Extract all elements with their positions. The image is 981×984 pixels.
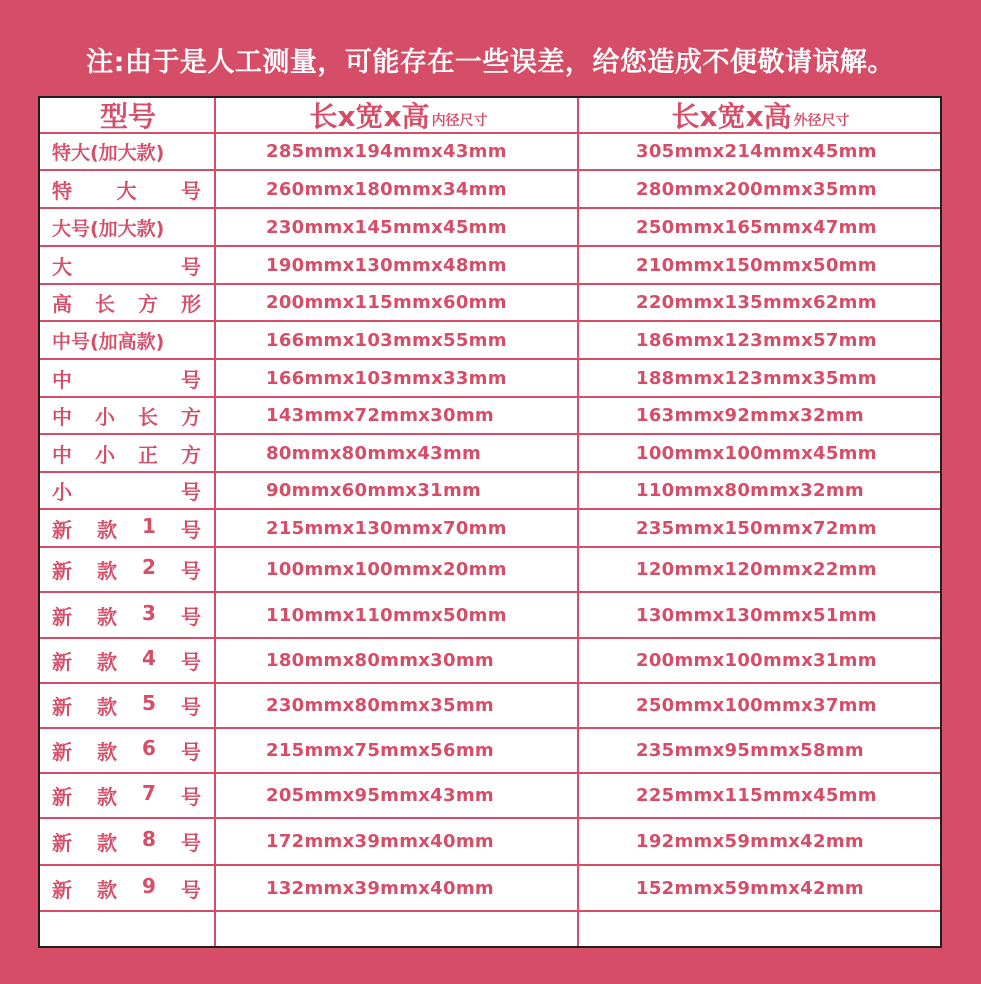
inner-size-value: 90mmx60mmx31mm (266, 480, 482, 501)
outer-size-cell (581, 209, 940, 245)
outer-size-cell (581, 247, 940, 283)
model-cell (40, 134, 216, 169)
inner-size-value: 215mmx75mmx56mm (266, 740, 494, 761)
model-cell (40, 435, 216, 471)
model-cell (40, 548, 216, 591)
outer-size-cell (581, 774, 940, 817)
inner-size-value: 260mmx180mmx34mm (266, 178, 507, 200)
outer-size-cell (581, 398, 940, 433)
model-cell (40, 473, 216, 508)
inner-size-value: 132mmx39mmx40mm (266, 877, 494, 899)
outer-size-cell (581, 684, 940, 727)
model-name: 新 款 9 号 (52, 873, 202, 902)
table-row (40, 774, 940, 819)
outer-size-cell (581, 322, 940, 358)
outer-size-cell (581, 435, 940, 471)
outer-size-value: 280mmx200mmx35mm (636, 178, 877, 200)
inner-size-value: 200mmx115mmx60mm (266, 292, 507, 313)
inner-size-cell (218, 322, 579, 358)
outer-size-value: 250mmx100mmx37mm (636, 695, 877, 716)
model-cell (40, 774, 216, 817)
model-cell (40, 819, 216, 864)
outer-size-value: 100mmx100mmx45mm (636, 442, 877, 464)
table-row (40, 247, 940, 285)
table-row (40, 819, 940, 866)
inner-size-value: 205mmx95mmx43mm (266, 785, 494, 806)
size-table (38, 96, 942, 948)
outer-size-value: 130mmx130mmx51mm (636, 604, 877, 626)
table-row (40, 171, 940, 209)
model-cell (40, 639, 216, 682)
outer-size-value: 220mmx135mmx62mm (636, 292, 877, 313)
model-name: 新 款 1 号 (52, 513, 202, 542)
table-header-row (40, 98, 940, 134)
outer-size-value: 235mmx95mmx58mm (636, 740, 864, 761)
outer-size-value: 225mmx115mmx45mm (636, 785, 877, 806)
table-row (40, 285, 940, 322)
inner-size-value: 180mmx80mmx30mm (266, 650, 494, 671)
outer-size-cell (581, 819, 940, 864)
outer-size-value: 210mmx150mmx50mm (636, 254, 877, 276)
inner-size-cell (218, 866, 579, 910)
inner-size-value: 100mmx100mmx20mm (266, 559, 507, 580)
inner-size-value: 80mmx80mmx43mm (266, 442, 482, 464)
outer-size-cell (581, 548, 940, 591)
model-name: 中号(加高款) (52, 330, 165, 353)
model-name: 新 款 4 号 (52, 646, 202, 674)
model-cell (40, 360, 216, 396)
inner-size-value: 190mmx130mmx48mm (266, 254, 507, 276)
header-inner-main: 长x宽x高 (309, 100, 430, 132)
model-cell (40, 322, 216, 358)
outer-size-cell (581, 285, 940, 320)
inner-size-cell (218, 171, 579, 207)
model-name: 中 号 (52, 367, 202, 392)
inner-size-cell (218, 435, 579, 471)
header-inner-sub: 内径尺寸 (431, 113, 488, 129)
outer-size-cell (581, 593, 940, 637)
inner-size-value: 230mmx145mmx45mm (266, 216, 507, 238)
model-name: 特 大 号 (52, 178, 202, 203)
header-model: 型号 (99, 100, 156, 132)
model-name: 高 长 方 形 (52, 292, 202, 316)
inner-size-cell (218, 510, 579, 546)
inner-size-value: 110mmx110mmx50mm (266, 604, 507, 626)
header-outer-size (581, 98, 940, 132)
inner-size-cell (218, 209, 579, 245)
model-cell (40, 593, 216, 637)
model-name: 新 款 6 号 (52, 736, 202, 764)
model-cell (40, 171, 216, 207)
table-row (40, 435, 940, 473)
inner-size-value: 166mmx103mmx55mm (266, 329, 507, 351)
header-outer-main: 长x宽x高 (671, 100, 792, 132)
model-cell (40, 398, 216, 433)
outer-size-cell (581, 866, 940, 910)
outer-size-value: 188mmx123mmx35mm (636, 367, 877, 389)
model-name: 新 款 8 号 (52, 827, 202, 855)
model-cell (40, 247, 216, 283)
model-cell (40, 209, 216, 245)
model-cell (40, 729, 216, 772)
table-row (40, 209, 940, 247)
inner-size-cell (218, 593, 579, 637)
outer-size-value: 110mmx80mmx32mm (636, 480, 864, 501)
outer-size-value: 250mmx165mmx47mm (636, 216, 877, 238)
outer-size-cell (581, 473, 940, 508)
outer-size-cell (581, 729, 940, 772)
model-name: 新 款 7 号 (52, 781, 202, 809)
table-row (40, 322, 940, 360)
inner-size-cell (218, 729, 579, 772)
header-inner-size (218, 98, 579, 132)
model-name: 新 款 5 号 (52, 691, 202, 719)
outer-size-value: 163mmx92mmx32mm (636, 405, 864, 426)
model-name: 小 号 (52, 480, 202, 504)
outer-size-value: 192mmx59mmx42mm (636, 831, 864, 852)
inner-size-cell (218, 360, 579, 396)
inner-size-cell (218, 684, 579, 727)
inner-size-value: 285mmx194mmx43mm (266, 141, 507, 162)
inner-size-cell (218, 548, 579, 591)
header-outer-sub: 外径尺寸 (793, 113, 850, 129)
model-cell (40, 510, 216, 546)
table-row (40, 729, 940, 774)
table-row (40, 360, 940, 398)
model-name: 大 号 (52, 254, 202, 279)
inner-size-cell (218, 774, 579, 817)
model-cell (40, 684, 216, 727)
model-name: 新 款 2 号 (52, 555, 202, 583)
inner-size-cell (218, 247, 579, 283)
empty-row (40, 912, 940, 948)
inner-size-value: 143mmx72mmx30mm (266, 405, 494, 426)
outer-size-value: 305mmx214mmx45mm (636, 141, 877, 162)
inner-size-cell (218, 819, 579, 864)
inner-size-cell (218, 134, 579, 169)
model-name: 中 小 长 方 (52, 405, 202, 429)
outer-size-cell (581, 510, 940, 546)
model-name: 特大(加大款) (52, 142, 165, 164)
inner-size-cell (218, 398, 579, 433)
table-row (40, 548, 940, 593)
table-row (40, 473, 940, 510)
inner-size-value: 172mmx39mmx40mm (266, 831, 494, 852)
inner-size-value: 230mmx80mmx35mm (266, 695, 494, 716)
inner-size-value: 166mmx103mmx33mm (266, 367, 507, 389)
inner-size-cell (218, 285, 579, 320)
inner-size-cell (218, 639, 579, 682)
model-name: 大号(加大款) (52, 217, 165, 240)
inner-size-cell (218, 473, 579, 508)
inner-size-value: 215mmx130mmx70mm (266, 517, 507, 539)
outer-size-cell (581, 360, 940, 396)
model-cell (40, 285, 216, 320)
outer-size-cell (581, 134, 940, 169)
table-row (40, 639, 940, 684)
model-name: 新 款 3 号 (52, 600, 202, 629)
outer-size-value: 186mmx123mmx57mm (636, 329, 877, 351)
table-row (40, 866, 940, 912)
model-cell (40, 866, 216, 910)
outer-size-value: 152mmx59mmx42mm (636, 877, 864, 899)
outer-size-value: 200mmx100mmx31mm (636, 650, 877, 671)
table-row (40, 593, 940, 639)
table-row (40, 684, 940, 729)
outer-size-cell (581, 171, 940, 207)
table-row (40, 134, 940, 171)
table-row (40, 510, 940, 548)
outer-size-value: 235mmx150mmx72mm (636, 517, 877, 539)
table-row (40, 398, 940, 435)
measurement-notice: 注:由于是人工测量，可能存在一些误差，给您造成不便敬请谅解。 (86, 47, 895, 78)
outer-size-value: 120mmx120mmx22mm (636, 559, 877, 580)
outer-size-cell (581, 639, 940, 682)
model-name: 中 小 正 方 (52, 442, 202, 467)
